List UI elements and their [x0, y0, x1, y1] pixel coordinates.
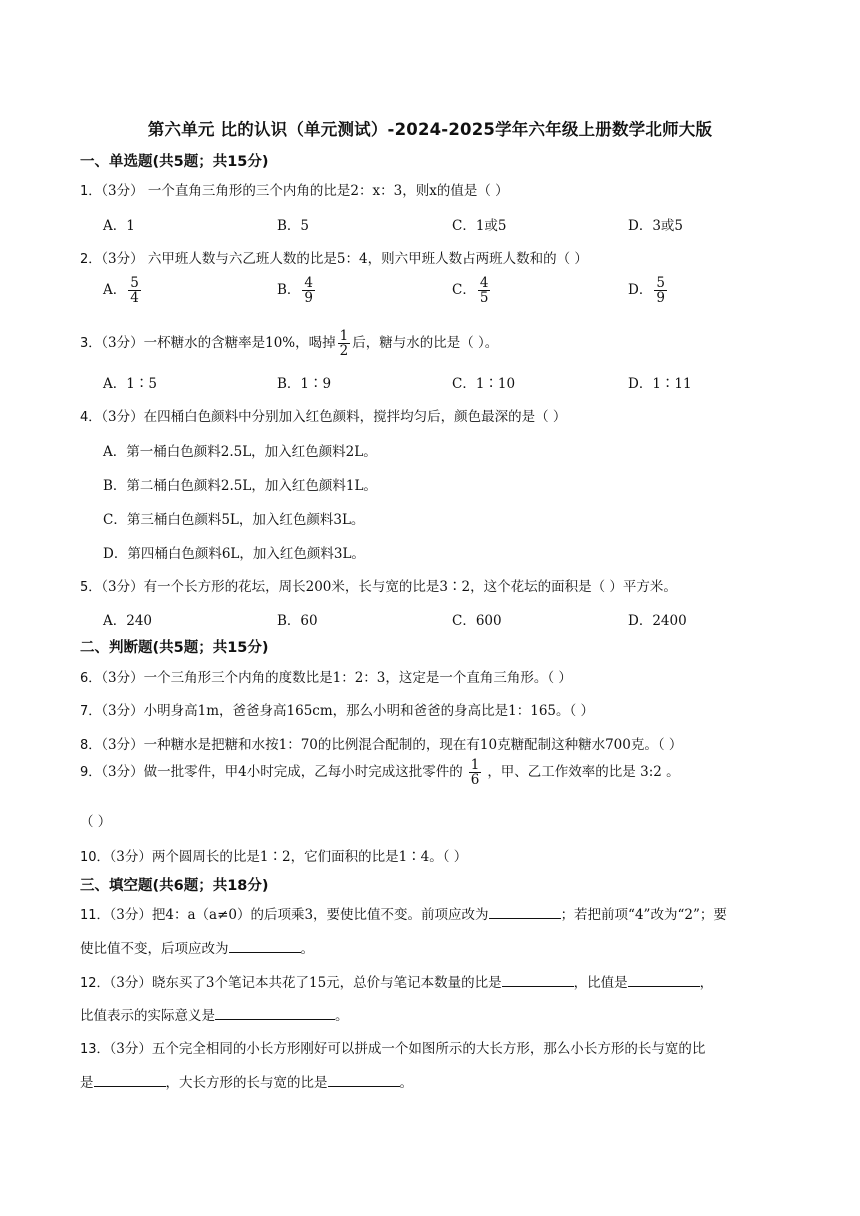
- question-text: （3分）一个三角形三个内角的度数比是1：2：3，这定是一个直角三角形。（ ）: [101, 670, 572, 686]
- question-text: （3分）五个完全相同的小长方形刚好可以拼成一个如图所示的大长方形，那么小长方形的长与宽的比: [109, 1041, 706, 1057]
- option-label: A．: [103, 282, 127, 299]
- section-heading-single-choice: 一、单选题(共5题；共15分): [80, 154, 269, 170]
- option-label: B．: [277, 282, 301, 299]
- option-d: D．3或5: [628, 218, 684, 234]
- question-text: （3分）晓东买了3个笔记本共花了15元，总价与笔记本数量的比是: [109, 975, 502, 991]
- question-13-line-2: [80, 1071, 413, 1091]
- question-text: （3分） 一个直角三角形的三个内角的比是2：x：3，则x的值是（ ）: [101, 183, 509, 199]
- option-d: D．1∶11: [628, 376, 692, 392]
- answer-blank[interactable]: [328, 1072, 400, 1087]
- question-9: [80, 758, 680, 787]
- fraction: $\frac{5}{9}$: [656, 275, 665, 307]
- question-number: 2．: [80, 252, 102, 267]
- question-number: 11．: [80, 908, 110, 923]
- question-text-end: 。: [335, 1008, 349, 1024]
- question-text: （3分）有一个长方形的花坛，周长200米，长与宽的比是3∶2，这个花坛的面积是（ ）平方米。: [101, 579, 677, 595]
- question-text: 使比值不变，后项应改为: [80, 941, 229, 957]
- option-b: B．第二桶白色颜料2.5L，加入红色颜料1L。: [103, 478, 377, 494]
- fraction: $\frac{1}{6}$: [470, 757, 480, 789]
- question-text: 比值表示的实际意义是: [80, 1008, 215, 1024]
- option-c: C．1∶10: [452, 376, 516, 392]
- question-text: （3分）小明身高1m，爸爸身高165cm，那么小明和爸爸的身高比是1：165。（ ）: [101, 703, 595, 719]
- question-11: [80, 903, 727, 923]
- question-number: 4．: [80, 410, 102, 425]
- question-text-end: ，: [699, 975, 714, 991]
- answer-blank[interactable]: [229, 938, 301, 953]
- question-text-end: 后，糖与水的比是（ ）。: [352, 335, 499, 352]
- option-b: B．1∶9: [277, 376, 332, 392]
- question-text-end: 。: [300, 941, 314, 957]
- question-2: [80, 247, 588, 267]
- section-heading-true-false: 二、判断题(共5题；共15分): [80, 640, 269, 656]
- option-a: A．240: [103, 613, 153, 629]
- question-number: 1．: [80, 184, 102, 199]
- question-number: 6．: [80, 671, 102, 686]
- page-title: 第六单元 比的认识（单元测试）-2024-2025学年六年级上册数学北师大版: [147, 120, 713, 139]
- option-c: [452, 276, 492, 305]
- answer-blank[interactable]: [628, 972, 700, 987]
- fraction: $\frac{4}{5}$: [479, 275, 489, 307]
- option-d: [628, 276, 669, 305]
- option-a: A．1∶5: [103, 376, 157, 392]
- option-c: C．第三桶白色颜料5L，加入红色颜料3L。: [103, 512, 365, 528]
- fraction: $\frac{4}{9}$: [304, 275, 314, 307]
- fraction: $\frac{1}{2}$: [339, 328, 349, 360]
- question-text: （3分） 六甲班人数与六乙班人数的比是5：4，则六甲班人数占两班人数和的（ ）: [101, 251, 588, 267]
- option-b: [277, 276, 317, 305]
- question-8: [80, 733, 682, 753]
- question-text-end: 。: [399, 1075, 413, 1091]
- option-a: [103, 276, 143, 305]
- question-number: 12．: [80, 976, 110, 991]
- question-text: （3分）把4：a（a≠0）的后项乘3，要使比值不变。前项应改为: [109, 907, 489, 923]
- question-text-cont: ，大长方形的长与宽的比是: [165, 1075, 328, 1091]
- question-text: （3分）一杯糖水的含糖率是10%，喝掉: [101, 335, 336, 352]
- question-text: 是: [80, 1075, 94, 1091]
- question-number: 3．: [80, 336, 102, 352]
- question-7: [80, 699, 594, 719]
- question-text-cont: ；若把前项“4”改为“2”；要: [560, 907, 727, 923]
- question-number: 5．: [80, 580, 102, 595]
- question-number: 8．: [80, 738, 102, 753]
- question-12: [80, 971, 713, 991]
- question-12-line-2: [80, 1004, 349, 1024]
- question-11-line-2: [80, 937, 314, 957]
- question-13: [80, 1037, 705, 1057]
- question-1: [80, 179, 509, 199]
- option-a: A．第一桶白色颜料2.5L，加入红色颜料2L。: [103, 444, 377, 460]
- answer-blank[interactable]: [502, 972, 574, 987]
- option-c: C．1或5: [452, 218, 507, 234]
- section-heading-fill-in: 三、填空题(共6题；共18分): [80, 878, 269, 894]
- question-text-cont: ，比值是: [573, 975, 628, 991]
- option-c: C．600: [452, 613, 502, 629]
- question-number: 9．: [80, 765, 102, 781]
- question-number: 7．: [80, 704, 102, 719]
- option-label: C．: [452, 282, 476, 299]
- question-6: [80, 666, 572, 686]
- question-text-end: ，甲、乙工作效率的比是 3:2 。: [487, 764, 680, 781]
- answer-blank[interactable]: [489, 904, 561, 919]
- question-10: [80, 845, 467, 865]
- option-d: D．第四桶白色颜料6L，加入红色颜料3L。: [103, 546, 365, 562]
- question-4: [80, 405, 566, 425]
- question-9-answer-bracket: （ ）: [80, 814, 112, 830]
- question-number: 13．: [80, 1042, 110, 1057]
- option-b: B．5: [277, 218, 310, 234]
- question-3: [80, 329, 498, 358]
- option-label: D．: [628, 282, 653, 299]
- option-a: A．1: [103, 218, 135, 234]
- question-text: （3分）在四桶白色颜料中分别加入红色颜料，搅拌均匀后，颜色最深的是（ ）: [101, 409, 567, 425]
- answer-blank[interactable]: [94, 1072, 166, 1087]
- question-text: （3分）做一批零件，甲4小时完成，乙每小时完成这批零件的: [101, 764, 463, 781]
- question-text: （3分）两个圆周长的比是1∶2，它们面积的比是1∶4。（ ）: [109, 849, 468, 865]
- fraction: $\frac{5}{4}$: [130, 275, 139, 307]
- option-b: B．60: [277, 613, 318, 629]
- question-number: 10．: [80, 850, 110, 865]
- option-d: D．2400: [628, 613, 687, 629]
- question-5: [80, 575, 677, 595]
- answer-blank[interactable]: [215, 1005, 335, 1020]
- question-text: （3分）一种糖水是把糖和水按1：70的比例混合配制的，现在有10克糖配制这种糖水700克。（ ）: [101, 737, 683, 753]
